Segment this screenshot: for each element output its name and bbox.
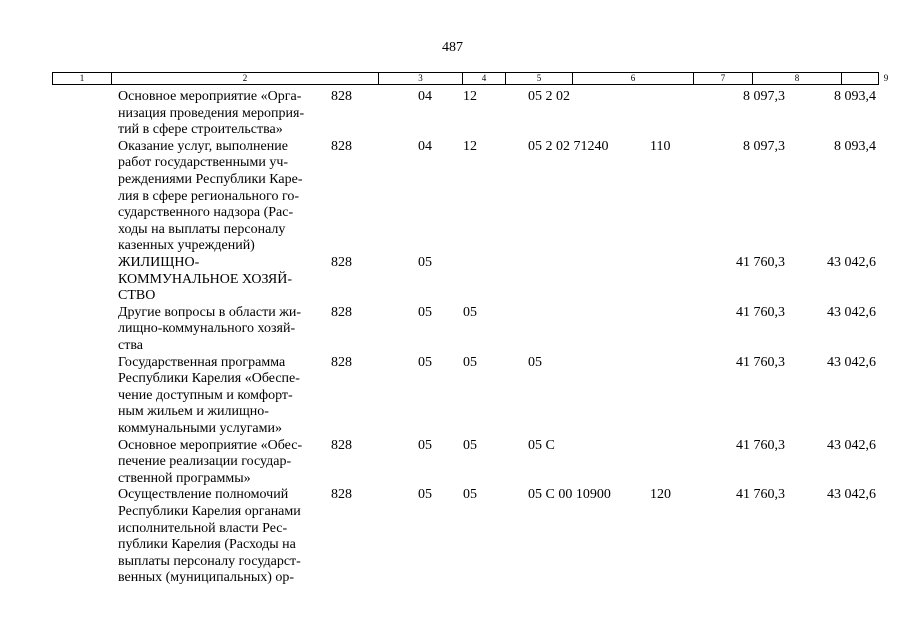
name-line: сударственного надзора (Рас- <box>118 205 294 221</box>
amount-year2-cell: 8 093,4 <box>834 89 876 104</box>
section-cell: 05 <box>418 304 432 320</box>
name-line: чение доступным и комфорт- <box>118 387 293 403</box>
section-cell: 05 <box>418 354 432 370</box>
name-cell <box>118 438 323 488</box>
name-line: ства <box>118 337 143 353</box>
name-line: Республики Карелия «Обеспе- <box>118 371 300 387</box>
name-line: Осуществление полномочий <box>118 487 289 503</box>
amount-year2-cell: 43 042,6 <box>827 437 876 453</box>
header-col-3: 3 <box>379 73 463 84</box>
amount-year1-cell: 41 760,3 <box>736 255 785 270</box>
name-line: ЖИЛИЩНО- <box>118 255 200 270</box>
target-article-cell: 05 2 02 <box>528 89 570 104</box>
name-line: Другие вопросы в области жи- <box>118 304 302 320</box>
name-cell <box>118 255 323 305</box>
amount-year2-cell: 8 093,4 <box>834 138 876 154</box>
target-article-cell: 05 2 02 71240 <box>528 138 609 154</box>
name-line: низация проведения мероприя- <box>118 105 305 121</box>
amount-year1-cell: 41 760,3 <box>736 354 785 370</box>
amount-year1-cell: 8 097,3 <box>743 138 785 154</box>
table-row <box>0 487 905 587</box>
section-cell: 05 <box>418 437 432 453</box>
subsection-cell: 05 <box>463 354 477 370</box>
name-line: КОММУНАЛЬНОЕ ХОЗЯЙ- <box>118 271 293 287</box>
table-row <box>0 438 905 488</box>
section-cell: 04 <box>418 138 432 154</box>
amount-year1-cell: 8 097,3 <box>743 89 785 104</box>
header-col-6: 6 <box>573 73 694 84</box>
name-line: ственной программы» <box>118 470 251 486</box>
amount-year1-cell: 41 760,3 <box>736 304 785 320</box>
header-col-4: 4 <box>463 73 506 84</box>
name-line: публики Карелия (Расходы на <box>118 537 296 553</box>
header-col-2: 2 <box>112 73 379 84</box>
name-line: венных (муниципальных) ор- <box>118 570 295 586</box>
amount-year1-cell: 41 760,3 <box>736 437 785 453</box>
grbs-cell: 828 <box>331 89 352 104</box>
grbs-cell: 828 <box>331 255 352 270</box>
name-cell <box>118 89 323 139</box>
table-row <box>0 255 905 305</box>
name-line: СТВО <box>118 288 156 304</box>
subsection-cell: 05 <box>463 487 477 503</box>
table-row <box>0 305 905 355</box>
table-row <box>0 139 905 255</box>
name-line: Оказание услуг, выполнение <box>118 138 288 154</box>
amount-year1-cell: 41 760,3 <box>736 487 785 503</box>
name-cell <box>118 305 323 355</box>
name-line: коммунальными услугами» <box>118 420 283 436</box>
target-article-cell: 05 С 00 10900 <box>528 487 611 503</box>
expense-type-cell: 110 <box>650 138 671 154</box>
subsection-cell: 05 <box>463 304 477 320</box>
table-row <box>0 355 905 438</box>
header-col-1: 1 <box>53 73 112 84</box>
name-cell <box>118 139 323 255</box>
name-line: тий в сфере строительства» <box>118 122 283 138</box>
subsection-cell: 05 <box>463 437 477 453</box>
name-line: лия в сфере регионального го- <box>118 188 300 204</box>
section-cell: 05 <box>418 255 432 270</box>
amount-year2-cell: 43 042,6 <box>827 487 876 503</box>
name-line: казенных учреждений) <box>118 238 255 254</box>
page-number: 487 <box>442 40 463 55</box>
name-line: реждениями Республики Каре- <box>118 171 303 187</box>
expense-type-cell: 120 <box>650 487 671 503</box>
target-article-cell: 05 С <box>528 437 555 453</box>
table-row <box>0 89 905 139</box>
name-line: Основное мероприятие «Орга- <box>118 89 302 104</box>
subsection-cell: 12 <box>463 89 477 104</box>
section-cell: 05 <box>418 487 432 503</box>
name-cell <box>118 355 323 438</box>
target-article-cell: 05 <box>528 354 542 370</box>
name-line: работ государственными уч- <box>118 155 289 171</box>
name-line: Республики Карелия органами <box>118 503 301 519</box>
grbs-cell: 828 <box>331 487 352 503</box>
name-line: Основное мероприятие «Обес- <box>118 437 303 453</box>
grbs-cell: 828 <box>331 437 352 453</box>
name-line: печение реализации государ- <box>118 454 292 470</box>
grbs-cell: 828 <box>331 304 352 320</box>
name-line: Государственная программа <box>118 354 286 370</box>
name-line: исполнительной власти Рес- <box>118 520 288 536</box>
amount-year2-cell: 43 042,6 <box>827 304 876 320</box>
grbs-cell: 828 <box>331 138 352 154</box>
name-cell <box>118 487 323 587</box>
subsection-cell: 12 <box>463 138 477 154</box>
name-line: ходы на выплаты персоналу <box>118 221 286 237</box>
name-line: лищно-коммунального хозяй- <box>118 321 296 337</box>
table-header <box>52 72 889 85</box>
header-col-7: 7 <box>694 73 753 84</box>
amount-year2-cell: 43 042,6 <box>827 255 876 270</box>
header-col-8: 8 <box>753 73 842 84</box>
grbs-cell: 828 <box>331 354 352 370</box>
header-col-9: 9 <box>883 73 889 83</box>
section-cell: 04 <box>418 89 432 104</box>
header-col-5: 5 <box>506 73 573 84</box>
amount-year2-cell: 43 042,6 <box>827 354 876 370</box>
name-line: ным жильем и жилищно- <box>118 404 269 420</box>
name-line: выплаты персоналу государст- <box>118 553 301 569</box>
